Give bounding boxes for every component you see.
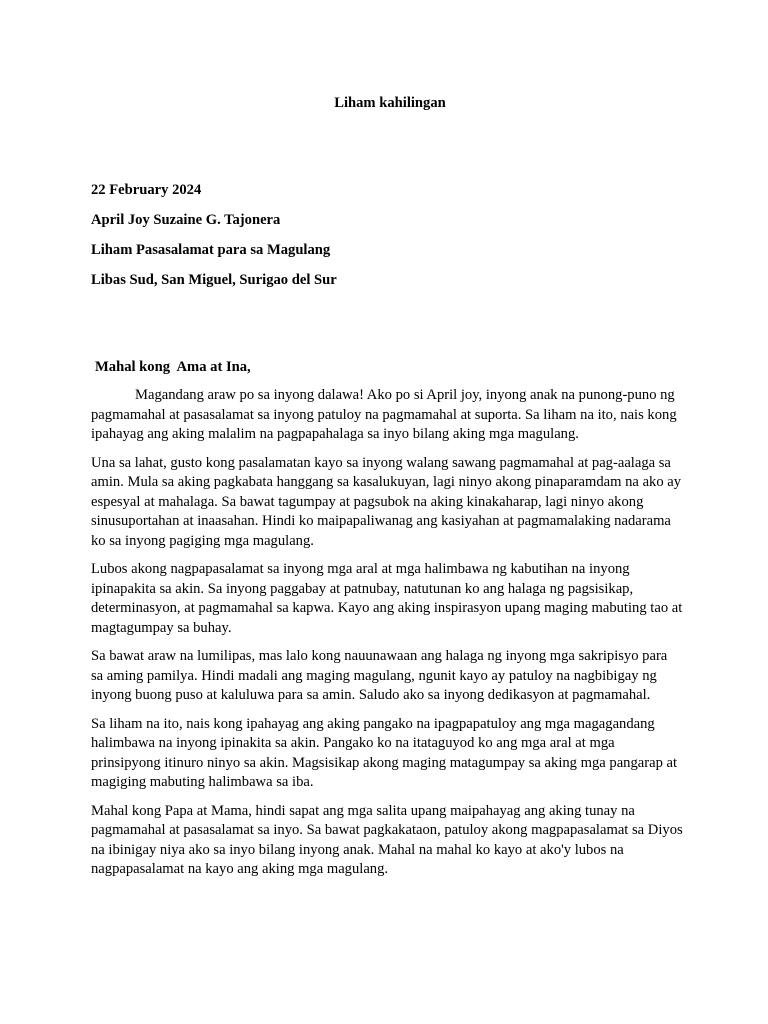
paragraph-4: Sa bawat araw na lumilipas, mas lalo kong nauunawaan ang halaga ng inyong mga sakripisyo para sa aming pamilya. Hindi madali ang maging magulang, ngunit kayo ay patuloy na nagbibigay ng inyong buong puso at kaluluwa para sa amin. Saludo ako sa inyong dedikasyon at pagmamahal. (91, 648, 668, 703)
letter-sender: April Joy Suzaine G. Tajonera (91, 212, 281, 228)
paragraph-6: Mahal kong Papa at Mama, hindi sapat ang mga salita upang maipahayag ang aking tunay na pagmamahal at pasasalamat sa inyo. Sa bawat pagkakataon, patuloy akong magpapasalamat sa Diyos na ibinigay niya ako sa inyo bilang inyong anak. Mahal na mahal ko kayo at ako'y lubos na nagpapasalamat na kayo ang aking mga magulang. (91, 802, 683, 877)
paragraph-2: Una sa lahat, gusto kong pasalamatan kayo sa inyong walang sawang pagmamahal at pag-aalaga sa amin. Mula sa aking pagkabata hanggang sa kasalukuyan, lagi ninyo akong pinaparamdam na ako ay espesyal at mahalaga. Sa bawat tagumpay at pagsubok na aking kinakaharap, lagi ninyo akong sinusuportahan at inaasahan. Hindi ko maipapaliwanag ang kasiyahan at pagmamalaking nadarama ko sa inyong pagiging mga magulang. (91, 454, 682, 549)
letter-header (91, 181, 691, 301)
letter-salutation: Mahal kong Ama at Ina, (95, 359, 251, 375)
letter-date: 22 February 2024 (91, 182, 202, 198)
letter-body (91, 386, 683, 889)
paragraph-5: Sa liham na ito, nais kong ipahayag ang aking pangako na ipagpapatuloy ang mga magagandang halimbawa na inyong ipinakita sa akin. Pangako ko na itataguyod ko ang mga aral at mga prinsipyong itinuro ninyo sa akin. Magsisikap akong maging matagumpay sa aking mga pangarap at magiging mabuting halimbawa sa iba. (91, 715, 678, 790)
document-title: Liham kahilingan (334, 95, 446, 111)
paragraph-1: Magandang araw po sa inyong dalawa! Ako po si April joy, inyong anak na punong-puno ng pagmamahal at pasasalamat sa inyong patuloy na pagmamahal at suporta. Sa liham na ito, nais kong ipahayag ang aking malalim na pagpapahalaga sa inyo bilang aking mga magulang. (91, 387, 677, 442)
letter-address: Libas Sud, San Miguel, Surigao del Sur (91, 272, 337, 288)
paragraph-3: Lubos akong nagpapasalamat sa inyong mga aral at mga halimbawa ng kabutihan na inyong ipinapakita sa akin. Sa inyong paggabay at patnubay, natutunan ko ang halaga ng pagsisikap, determinasyon, at pagmamahal sa kapwa. Kayo ang aking inspirasyon upang maging mabuting tao at magtagumpay sa buhay. (91, 561, 683, 636)
letter-subject: Liham Pasasalamat para sa Magulang (91, 242, 331, 258)
